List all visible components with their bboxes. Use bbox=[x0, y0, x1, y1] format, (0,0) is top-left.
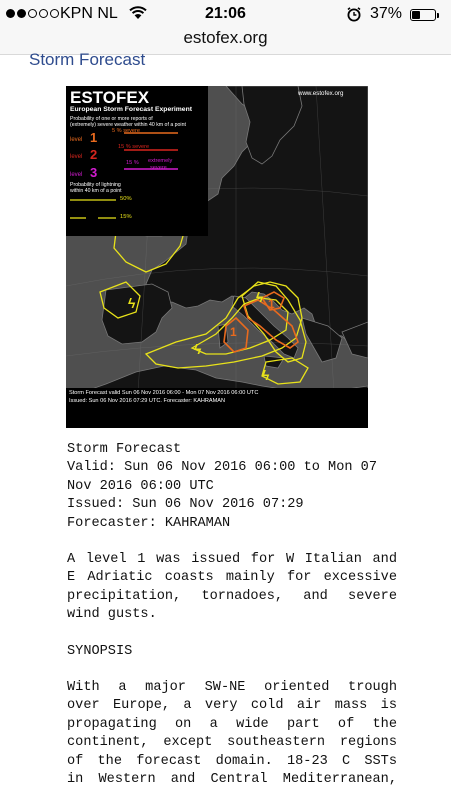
forecast-header-block bbox=[67, 441, 397, 533]
carrier-name: KPN NL bbox=[60, 5, 118, 22]
legend-level1-number: 1 bbox=[90, 130, 98, 145]
synopsis-text bbox=[67, 679, 397, 789]
lightning-15-label: 15% bbox=[120, 214, 132, 220]
battery-percentage: 37% bbox=[370, 5, 403, 22]
summary-line: wind gusts. bbox=[67, 607, 157, 623]
browser-top-bar bbox=[0, 0, 451, 55]
synopsis-line: of the forecast domain. 18-23 C SSTs bbox=[67, 753, 397, 769]
estofex-subtitle: European Storm Forecast Experiment bbox=[70, 106, 192, 113]
legend-level2-text: level bbox=[70, 154, 83, 160]
summary-line: precipitation, tornadoes, and severe bbox=[67, 588, 397, 604]
map-footer-valid: Storm Forecast valid Sun 06 Nov 2016 06:00 - Mon 07 Nov 2016 06:00 UTC bbox=[69, 390, 259, 396]
forecast-text bbox=[67, 441, 397, 808]
forecast-valid-line1: Valid: Sun 06 Nov 2016 06:00 to Mon 07 bbox=[67, 460, 377, 476]
address-bar[interactable]: estofex.org bbox=[183, 28, 268, 47]
synopsis-line: propagating on a wide part of the bbox=[67, 716, 397, 732]
legend-15-percent-severe: 15 % severe bbox=[118, 144, 150, 150]
status-bar bbox=[0, 0, 451, 30]
lightning-symbol-iberia: ϟ bbox=[128, 295, 136, 311]
level1-label-adriatic: 1 bbox=[268, 297, 275, 311]
alarm-clock-icon bbox=[346, 6, 362, 22]
forecast-issued: Issued: Sun 06 Nov 2016 07:29 bbox=[67, 497, 304, 513]
forecast-heading: Storm Forecast bbox=[67, 442, 182, 457]
legend-15-percent-extreme: 15 % bbox=[126, 160, 139, 166]
legend-header-line2: (extremely) severe weather within 40 km of a point bbox=[70, 122, 186, 128]
forecast-valid-line2: Nov 2016 06:00 UTC bbox=[67, 478, 214, 494]
lightning-symbol-ionian: ϟ bbox=[262, 367, 270, 383]
level1-label-tyrrhenian: 1 bbox=[230, 325, 237, 339]
clock: 21:06 bbox=[205, 5, 246, 22]
estofex-logo: ESTOFEX bbox=[70, 88, 150, 107]
battery-level-fill bbox=[412, 11, 420, 19]
lightning-symbol-alps: ϟ bbox=[256, 289, 264, 305]
storm-forecast-map bbox=[66, 86, 368, 428]
lightning-50-label: 50% bbox=[120, 196, 132, 202]
legend-level3-text: level bbox=[70, 172, 83, 178]
synopsis-line: continent, except southeastern regions bbox=[67, 735, 397, 751]
synopsis-heading-block bbox=[67, 643, 397, 661]
forecast-forecaster: Forecaster: KAHRAMAN bbox=[67, 515, 231, 531]
synopsis-line: With a major SW-NE oriented trough bbox=[67, 680, 397, 696]
synopsis-heading: SYNOPSIS bbox=[67, 643, 133, 659]
map-footer-issued: Issued: Sun 06 Nov 2016 07:29 UTC. Forecaster: KAHRAMAN bbox=[69, 398, 226, 404]
legend-header-line1: Probability of one or more reports of bbox=[70, 116, 153, 122]
legend-level3-number: 3 bbox=[90, 165, 98, 180]
legend-extremely: extremely bbox=[148, 158, 173, 164]
lightning-symbol-mediterranean: ϟ bbox=[194, 341, 202, 357]
synopsis-line: over Europe, a very cold air mass is bbox=[67, 698, 397, 714]
lightning-header-line1: Probability of lightning bbox=[70, 182, 121, 188]
page-title-link[interactable]: Storm Forecast bbox=[29, 50, 146, 69]
legend-level2-number: 2 bbox=[90, 147, 98, 162]
synopsis-line: in Western and Central Mediterranean, bbox=[67, 772, 397, 788]
battery-terminal bbox=[437, 13, 439, 18]
battery-icon bbox=[410, 9, 436, 21]
summary-line: A level 1 was issued for W Italian and bbox=[67, 552, 397, 568]
forecast-summary bbox=[67, 551, 397, 625]
europe-map-graphic bbox=[66, 86, 368, 428]
lightning-header-line2: within 40 km of a point bbox=[70, 188, 122, 194]
summary-line: E Adriatic coasts mainly for excessive bbox=[67, 570, 397, 586]
legend-severe: severe bbox=[150, 165, 167, 171]
estofex-site: www.estofex.org bbox=[298, 90, 344, 97]
legend-5-percent: 5 % severe bbox=[112, 128, 140, 134]
legend-level1-text: level bbox=[70, 137, 83, 143]
